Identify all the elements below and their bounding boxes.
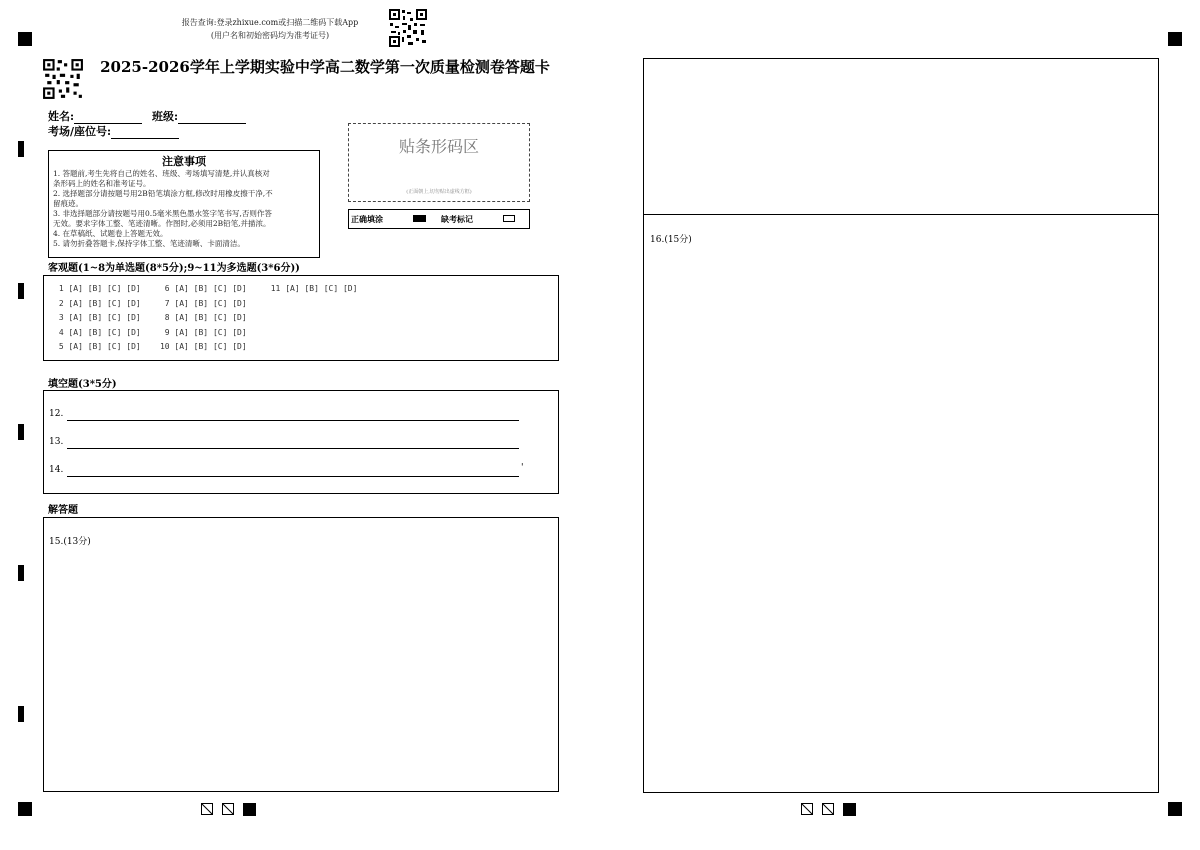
report-query-line1: 报告查询:登录zhixue.com或扫描二维码下载App: [181, 18, 359, 27]
notice-item: 1. 答题前,考生先将自己的姓名、班级、考场填写清楚,并认真核对: [53, 169, 270, 178]
notice-title: 注意事项: [162, 155, 206, 168]
fill-blank-section-label: 填空题(3*5分): [48, 379, 117, 390]
corner-mark-top-left: [18, 32, 32, 46]
correct-fill-label: 正确填涂: [351, 214, 383, 224]
q14-label: 14.: [49, 465, 64, 475]
notice-box: [48, 150, 320, 258]
q16-label: 16.(15分): [650, 235, 692, 245]
notice-item: 无效。要求字体工整、笔迹清晰。作图时,必须用2B铅笔,并描浓。: [53, 219, 271, 228]
barcode-hint: (正面朝上,切勿贴出虚线方框): [406, 189, 472, 195]
q14-line: [67, 476, 519, 477]
seat-label: 考场/座位号:: [48, 125, 112, 138]
mc-row[interactable]: 2 [A] [B] [C] [D] 7 [A] [B] [C] [D]: [54, 299, 247, 308]
name-field[interactable]: [48, 108, 142, 124]
seat-field[interactable]: [48, 123, 179, 139]
page-mark-crossed-icon: [201, 803, 213, 815]
answer-box-16[interactable]: [643, 214, 1159, 793]
q13-label: 13.: [49, 437, 64, 447]
notice-item: 条形码上的姓名和准考证号。: [53, 179, 151, 188]
page-mark-crossed-icon: [222, 803, 234, 815]
notice-item: 5. 请勿折叠答题卡,保持字体工整、笔迹清晰、卡面清洁。: [53, 239, 245, 248]
name-label: 姓名:: [48, 110, 75, 123]
page-mark-crossed-icon: [822, 803, 834, 815]
qr-code-icon: [388, 8, 428, 48]
timing-mark: [18, 283, 24, 299]
mc-row[interactable]: 3 [A] [B] [C] [D] 8 [A] [B] [C] [D]: [54, 313, 247, 322]
seat-line: [111, 128, 179, 139]
corner-mark-top-right: [1168, 32, 1182, 46]
timing-mark: [18, 565, 24, 581]
q14-tail: ': [521, 463, 524, 473]
page-title: 2025-2026学年上学期实验中学高二数学第一次质量检测卷答题卡: [100, 58, 550, 76]
mc-row[interactable]: 5 [A] [B] [C] [D] 10 [A] [B] [C] [D]: [54, 342, 247, 351]
page-mark-filled-icon: [243, 803, 256, 816]
answer-box-continued[interactable]: [643, 58, 1159, 215]
class-label: 班级:: [152, 110, 179, 123]
q12-label: 12.: [49, 409, 64, 419]
barcode-label: 贴条形码区: [398, 137, 479, 156]
q13-line: [67, 448, 519, 449]
corner-mark-bottom-right: [1168, 802, 1182, 816]
notice-item: 4. 在草稿纸、试题卷上答题无效。: [53, 229, 168, 238]
q12-line: [67, 420, 519, 421]
objective-section-label: 客观题(1~8为单选题(8*5分);9~11为多选题(3*6分)): [48, 263, 300, 274]
report-query-line2: (用户名和初始密码均为准考证号): [210, 31, 330, 40]
mc-row[interactable]: 1 [A] [B] [C] [D] 6 [A] [B] [C] [D] 11 [A] [B] [C] [D]: [54, 284, 358, 293]
notice-item: 2. 选择题部分请按题号用2B铅笔填涂方框,修改时用橡皮擦干净,不: [53, 189, 273, 198]
notice-item: 3. 非选择题部分请按题号用0.5毫米黑色墨水签字笔书写,否则作答: [53, 209, 272, 218]
mc-row[interactable]: 4 [A] [B] [C] [D] 9 [A] [B] [C] [D]: [54, 328, 247, 337]
q15-label: 15.(13分): [49, 537, 91, 547]
absent-mark-label: 缺考标记: [441, 214, 473, 224]
corner-mark-bottom-left: [18, 802, 32, 816]
barcode-area[interactable]: [348, 123, 530, 202]
answer-line-12[interactable]: [49, 409, 529, 423]
qr-code-icon: [42, 58, 84, 100]
class-field[interactable]: [152, 108, 246, 124]
page-mark-filled-icon: [843, 803, 856, 816]
fill-legend: [348, 209, 530, 229]
answer-section-label: 解答题: [48, 505, 78, 516]
answer-box-15[interactable]: [43, 517, 559, 792]
report-query-note: [160, 16, 380, 42]
timing-mark: [18, 424, 24, 440]
class-line: [178, 113, 246, 124]
objective-box: [43, 275, 559, 361]
page-mark-crossed-icon: [801, 803, 813, 815]
notice-item: 留痕迹。: [53, 199, 83, 208]
timing-mark: [18, 141, 24, 157]
timing-mark: [18, 706, 24, 722]
answer-line-13[interactable]: [49, 437, 529, 451]
answer-line-14[interactable]: [49, 465, 529, 479]
fill-blank-box: [43, 390, 559, 494]
absent-mark-checkbox[interactable]: [503, 215, 515, 222]
correct-fill-sample: [413, 215, 426, 222]
